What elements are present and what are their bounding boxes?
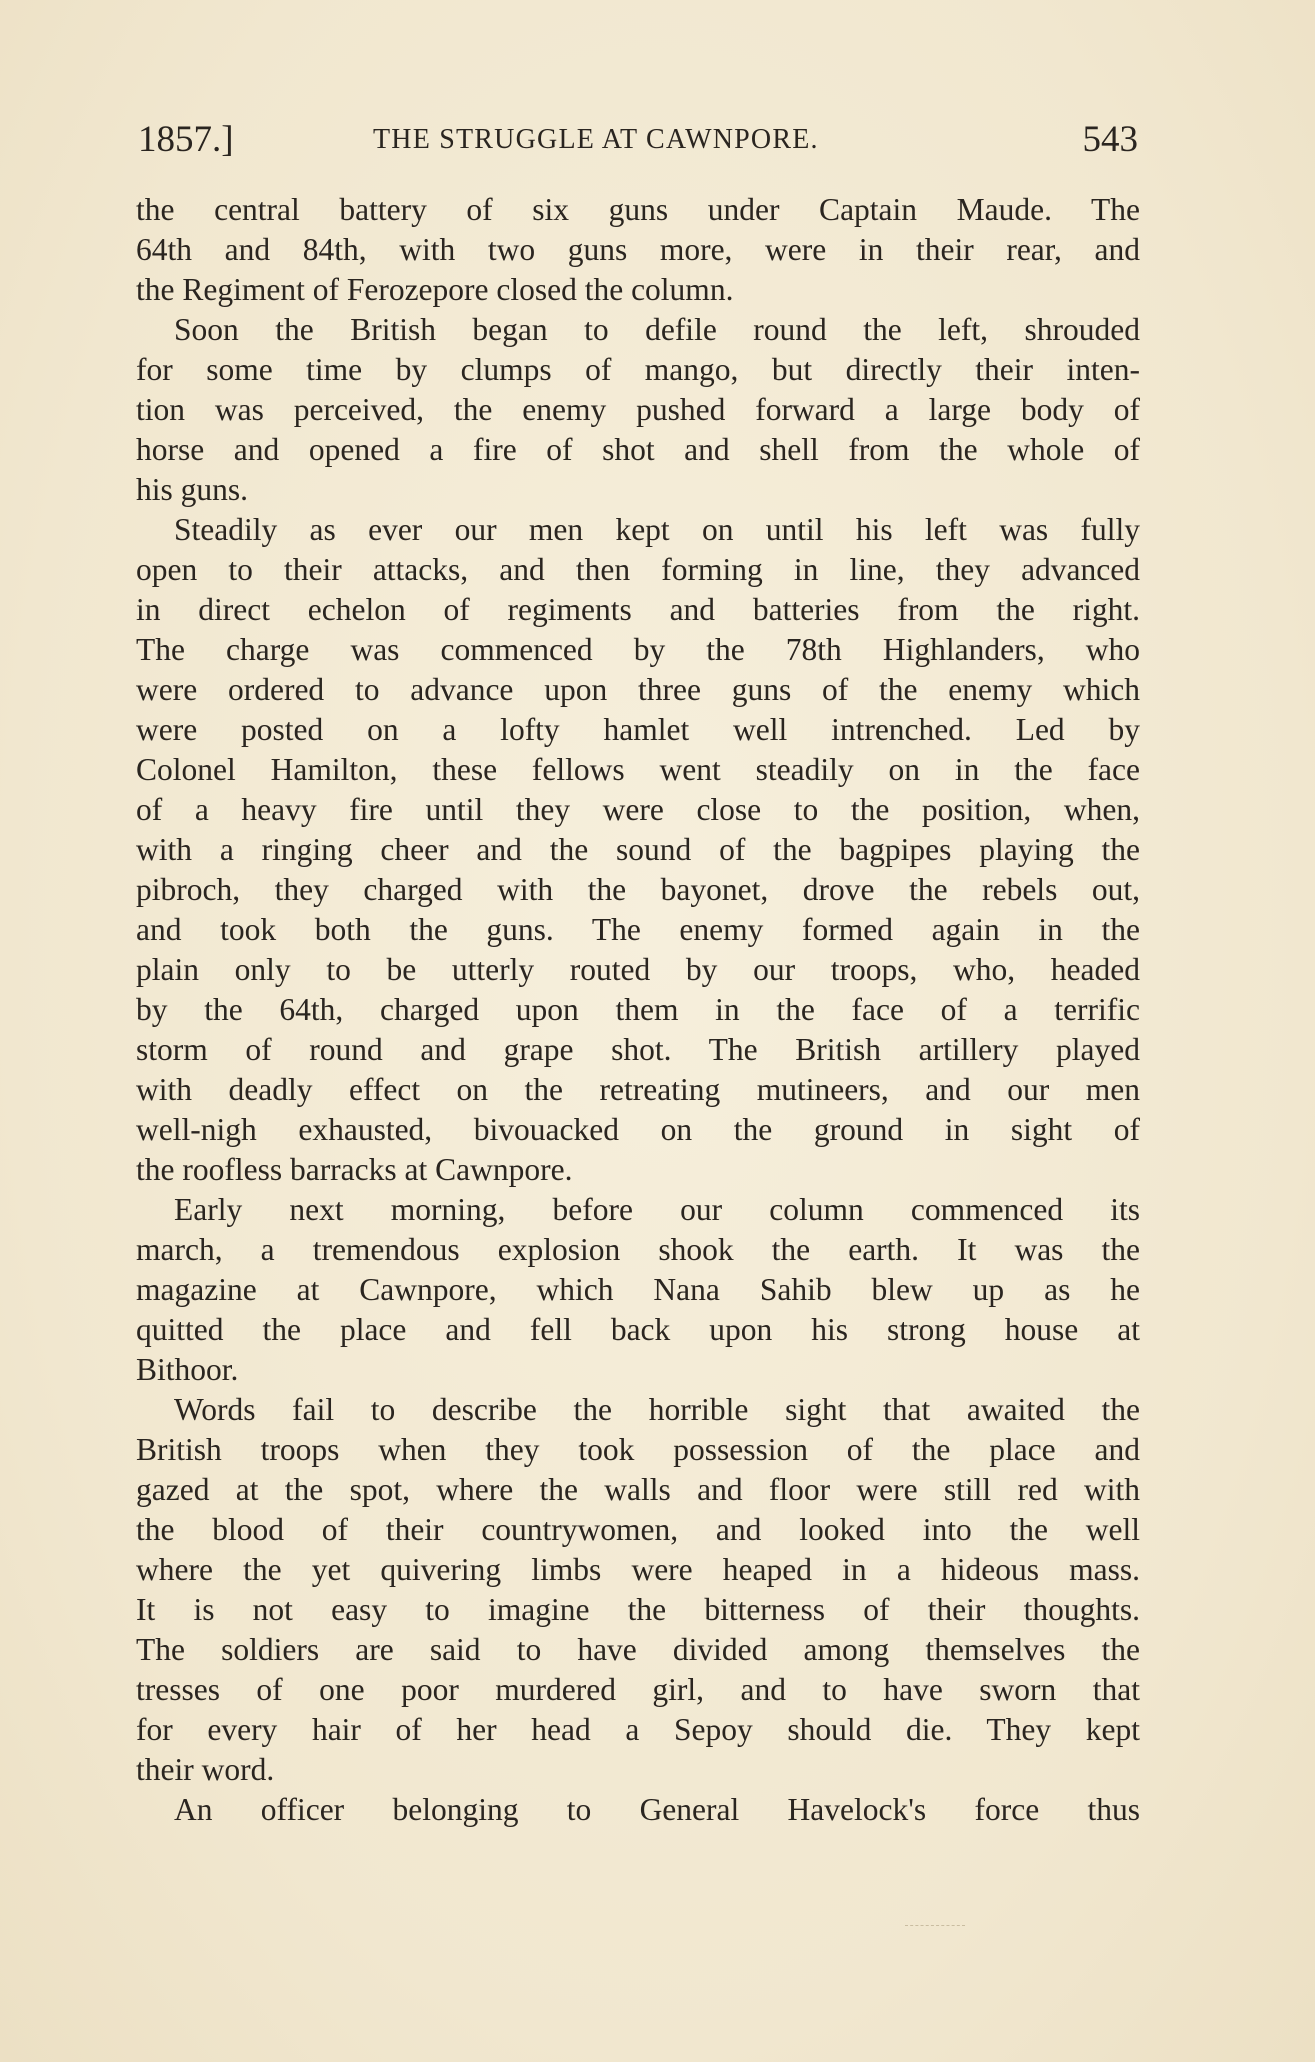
text-line: quitted the place and fell back upon his strong house at <box>136 1312 1140 1347</box>
text-line: were ordered to advance upon three guns of the enemy which <box>136 672 1140 707</box>
body-text <box>136 190 1140 1830</box>
text-line: tion was perceived, the enemy pushed forward a large body of <box>136 392 1140 427</box>
text-line: It is not easy to imagine the bitterness of their thoughts. <box>136 1592 1140 1627</box>
print-smudge <box>905 1925 965 1929</box>
text-line: his guns. <box>136 472 249 507</box>
text-line: Colonel Hamilton, these fellows went steadily on in the face <box>136 752 1140 787</box>
text-line: horse and opened a fire of shot and shell from the whole of <box>136 432 1140 467</box>
text-line: Bithoor. <box>136 1352 239 1387</box>
text-line: An officer belonging to General Havelock's force thus <box>174 1792 1140 1827</box>
text-line: tresses of one poor murdered girl, and to have sworn that <box>136 1672 1140 1707</box>
text-line: march, a tremendous explosion shook the earth. It was the <box>136 1232 1140 1267</box>
text-line: in direct echelon of regiments and batteries from the right. <box>136 592 1140 627</box>
text-line: The charge was commenced by the 78th Highlanders, who <box>136 632 1140 667</box>
page-number: 543 <box>1082 119 1138 160</box>
text-line: Early next morning, before our column commenced its <box>174 1192 1140 1227</box>
text-line: The soldiers are said to have divided among themselves the <box>136 1632 1140 1667</box>
text-line: the roofless barracks at Cawnpore. <box>136 1152 573 1187</box>
text-line: gazed at the spot, where the walls and floor were still red with <box>136 1472 1140 1507</box>
header-year: 1857.] <box>138 119 234 160</box>
text-line: for every hair of her head a Sepoy should die. They kept <box>136 1712 1140 1747</box>
text-line: by the 64th, charged upon them in the face of a terrific <box>136 992 1140 1027</box>
text-line: Words fail to describe the horrible sight that awaited the <box>174 1392 1140 1427</box>
running-header <box>138 118 1138 168</box>
text-line: were posted on a lofty hamlet well intrenched. Led by <box>136 712 1140 747</box>
text-line: open to their attacks, and then forming in line, they advanced <box>136 552 1140 587</box>
text-line: British troops when they took possession of the place and <box>136 1432 1140 1467</box>
header-title: THE STRUGGLE AT CAWNPORE. <box>373 124 819 155</box>
text-line: with deadly effect on the retreating mutineers, and our men <box>136 1072 1140 1107</box>
text-line: the blood of their countrywomen, and looked into the well <box>136 1512 1140 1547</box>
text-line: the Regiment of Ferozepore closed the column. <box>136 272 734 307</box>
text-line: Soon the British began to defile round the left, shrouded <box>174 312 1140 347</box>
text-line: for some time by clumps of mango, but directly their inten- <box>136 352 1140 387</box>
text-line: pibroch, they charged with the bayonet, drove the rebels out, <box>136 872 1140 907</box>
text-line: the central battery of six guns under Captain Maude. The <box>136 192 1140 227</box>
text-line: where the yet quivering limbs were heaped in a hideous mass. <box>136 1552 1140 1587</box>
text-line: their word. <box>136 1752 275 1787</box>
text-line: and took both the guns. The enemy formed again in the <box>136 912 1140 947</box>
text-line: Steadily as ever our men kept on until his left was fully <box>174 512 1140 547</box>
text-line: of a heavy fire until they were close to the position, when, <box>136 792 1140 827</box>
text-line: well-nigh exhausted, bivouacked on the ground in sight of <box>136 1112 1140 1147</box>
text-line: magazine at Cawnpore, which Nana Sahib blew up as he <box>136 1272 1140 1307</box>
text-line: with a ringing cheer and the sound of the bagpipes playing the <box>136 832 1140 867</box>
text-line: plain only to be utterly routed by our troops, who, headed <box>136 952 1140 987</box>
text-line: storm of round and grape shot. The British artillery played <box>136 1032 1140 1067</box>
text-line: 64th and 84th, with two guns more, were in their rear, and <box>136 232 1140 267</box>
